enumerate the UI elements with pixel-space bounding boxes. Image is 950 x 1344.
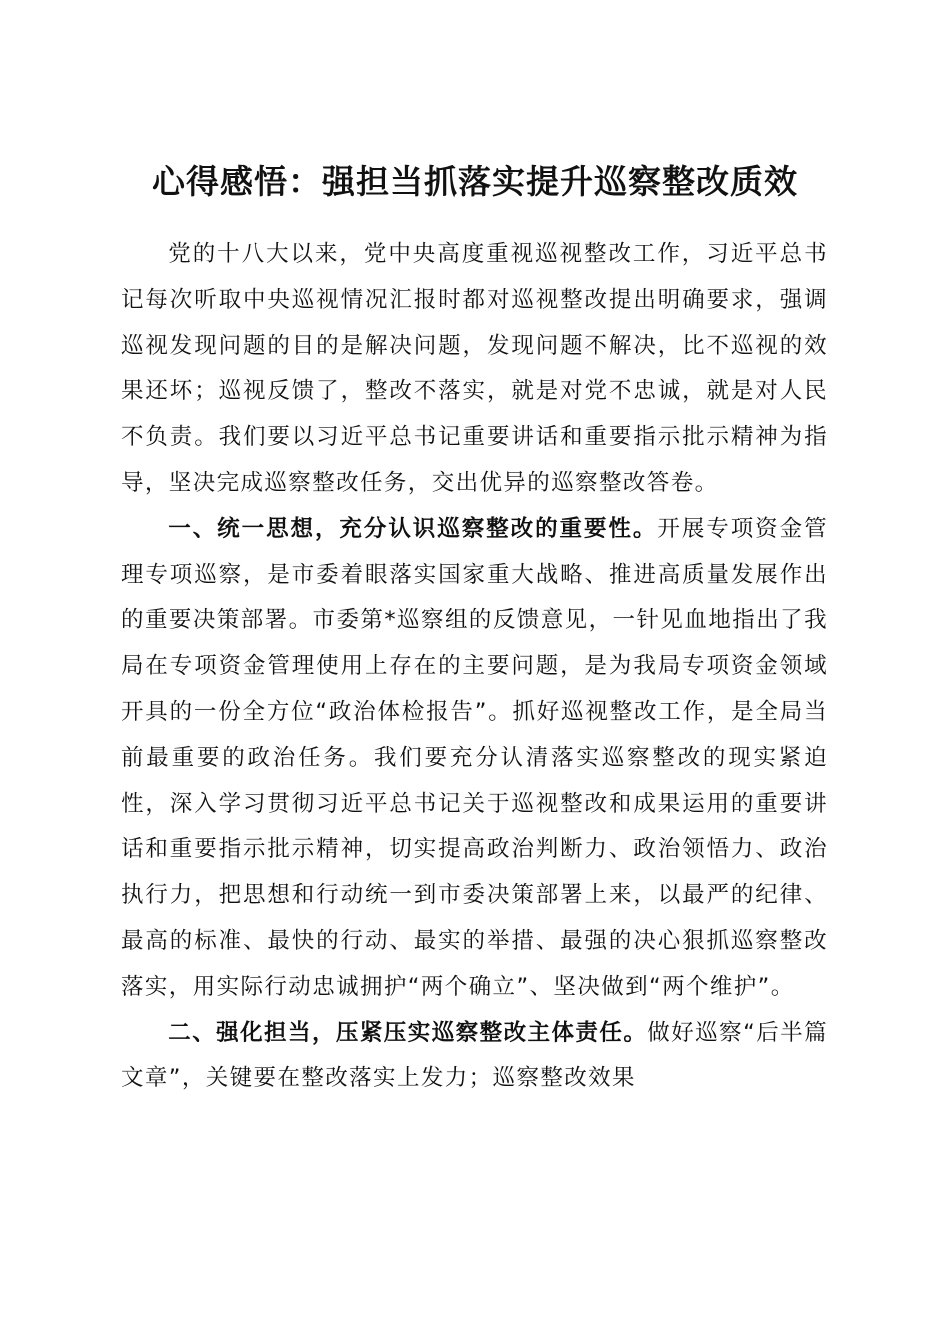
document-body xyxy=(121,232,828,1102)
section-heading: 一、统一思想，充分认识巡察整改的重要性。 xyxy=(168,515,658,542)
document-title: 心得感悟：强担当抓落实提升巡察整改质效 xyxy=(152,162,798,202)
paragraph-text: 开展专项资金管理专项巡察，是市委着眼落实国家重大战略、推进高质量发展作出的重要决策部署。市委第*巡察组的反馈意见，一针见血地指出了我局在专项资金管理使用上存在的主要问题，是为我局专项资金领域开具的一份全方位“政治体检报告”。抓好巡视整改工作，是全局当前最重要的政治任务。我们要充分认清落实巡察整改的现实紧迫性，深入学习贯彻习近平总书记关于巡视整改和成果运用的重要讲话和重要指示批示精神，切实提高政治判断力、政治领悟力、政治执行力，把思想和行动统一到市委决策部署上来，以最严的纪律、最高的标准、最快的行动、最实的举措、最强的决心狠抓巡察整改落实，用实际行动忠诚拥护“两个确立”、坚决做到“两个维护”。 xyxy=(121,515,828,1000)
paragraph-text: 做好巡察“后半篇文章”，关键要在整改落实上发力；巡察整改效果 xyxy=(121,1019,828,1092)
paragraph-intro xyxy=(121,232,828,507)
paragraph-section-1 xyxy=(121,507,828,1011)
section-heading: 二、强化担当，压紧压实巡察整改主体责任。 xyxy=(168,1019,648,1046)
paragraph-text: 党的十八大以来，党中央高度重视巡视整改工作，习近平总书记每次听取中央巡视情况汇报时都对巡视整改提出明确要求，强调巡视发现问题的目的是解决问题，发现问题不解决，比不巡视的效果还坏；巡视反馈了，整改不落实，就是对党不忠诚，就是对人民不负责。我们要以习近平总书记重要讲话和重要指示批示精神为指导，坚决完成巡察整改任务，交出优异的巡察整改答卷。 xyxy=(121,241,828,496)
paragraph-section-2 xyxy=(121,1011,828,1103)
